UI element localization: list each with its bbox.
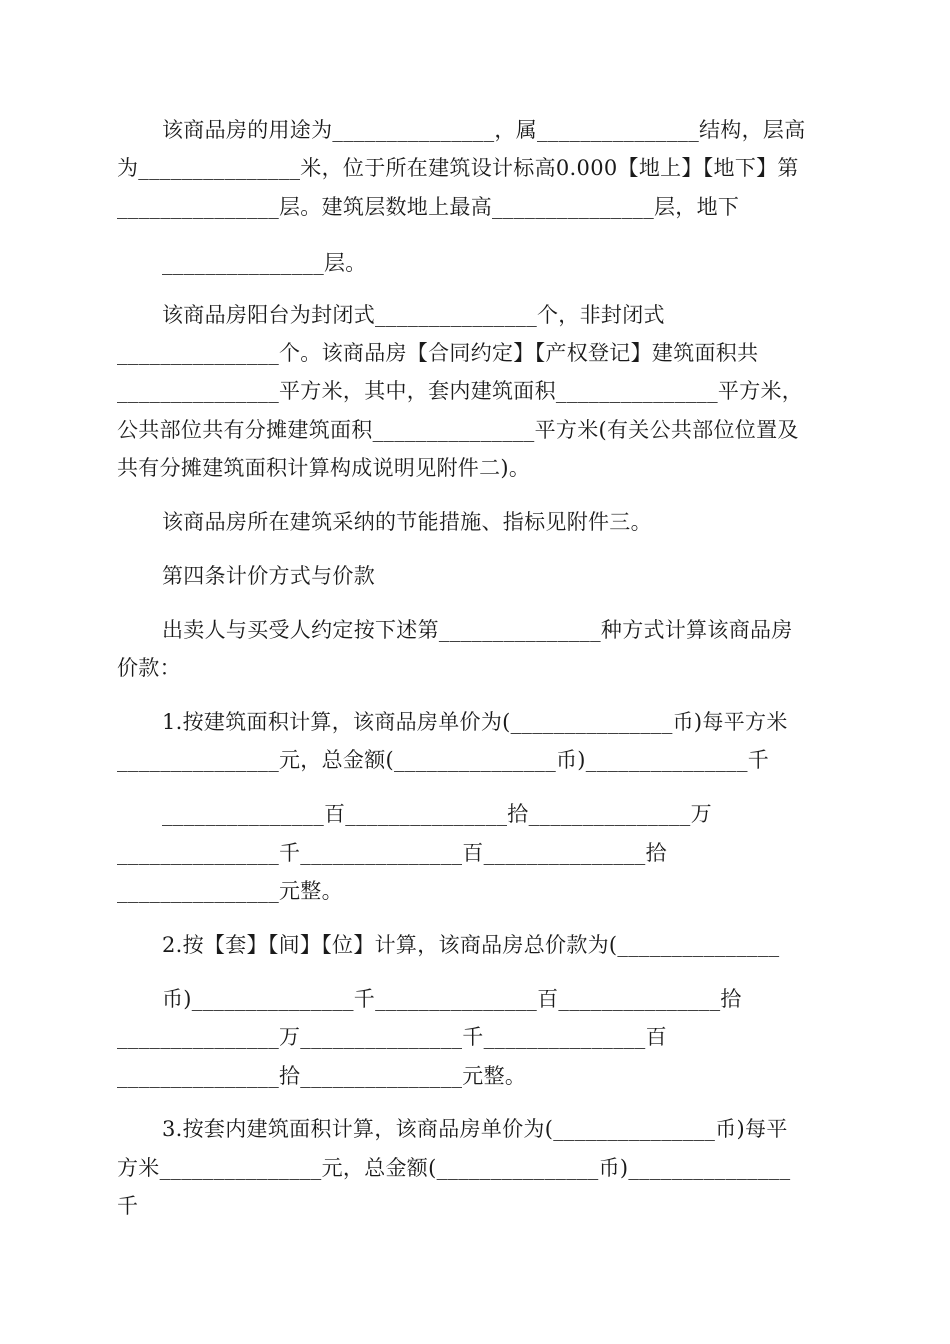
text-line: 价款： bbox=[117, 656, 181, 680]
text-line: _______________千_______________百_______________拾 bbox=[117, 841, 667, 865]
text-line: 为_______________米，位于所在建筑设计标高0.000【地上】【地下】第 bbox=[117, 156, 799, 180]
text-line: 方米_______________元，总金额(_______________币)_______________ bbox=[117, 1156, 791, 1180]
section-heading: 第四条计价方式与价款 bbox=[162, 564, 375, 588]
text-line: _______________层。建筑层数地上最高_______________层，地下 bbox=[117, 195, 740, 219]
text-line: 千 bbox=[117, 1194, 139, 1218]
text-line: 1.按建筑面积计算，该商品房单价为(_______________币)每平方米 bbox=[162, 710, 788, 734]
text-line: _______________万_______________千_______________百 bbox=[117, 1025, 667, 1049]
text-line: 出卖人与买受人约定按下述第_______________种方式计算该商品房 bbox=[162, 618, 793, 642]
text-line: _______________个。该商品房【合同约定】【产权登记】建筑面积共 bbox=[117, 341, 759, 365]
text-line: 共有分摊建筑面积计算构成说明见附件二)。 bbox=[117, 456, 531, 480]
text-line: _______________拾_______________元整。 bbox=[117, 1064, 527, 1088]
text-line: _______________元整。 bbox=[117, 879, 343, 903]
text-line: _______________平方米，其中，套内建筑面积_______________平方米， bbox=[117, 379, 804, 403]
text-line: 该商品房所在建筑采纳的节能措施、指标见附件三。 bbox=[162, 510, 652, 534]
text-line: _______________层。 bbox=[162, 251, 367, 275]
text-line: _______________元，总金额(_______________币)_______________千 bbox=[117, 748, 770, 772]
text-line: _______________百_______________拾_______________万 bbox=[162, 802, 712, 826]
text-line: 该商品房阳台为封闭式_______________个，非封闭式 bbox=[162, 303, 665, 327]
text-line: 币)_______________千_______________百_______________拾 bbox=[162, 987, 742, 1011]
text-line: 公共部位共有分摊建筑面积_______________平方米(有关公共部位位置及 bbox=[117, 418, 799, 442]
text-line: 3.按套内建筑面积计算，该商品房单价为(_______________币)每平 bbox=[162, 1117, 788, 1141]
text-line: 2.按【套】【间】【位】计算，该商品房总价款为(_______________ bbox=[162, 933, 780, 957]
text-line: 该商品房的用途为_______________，属_______________结构，层高 bbox=[162, 118, 806, 142]
